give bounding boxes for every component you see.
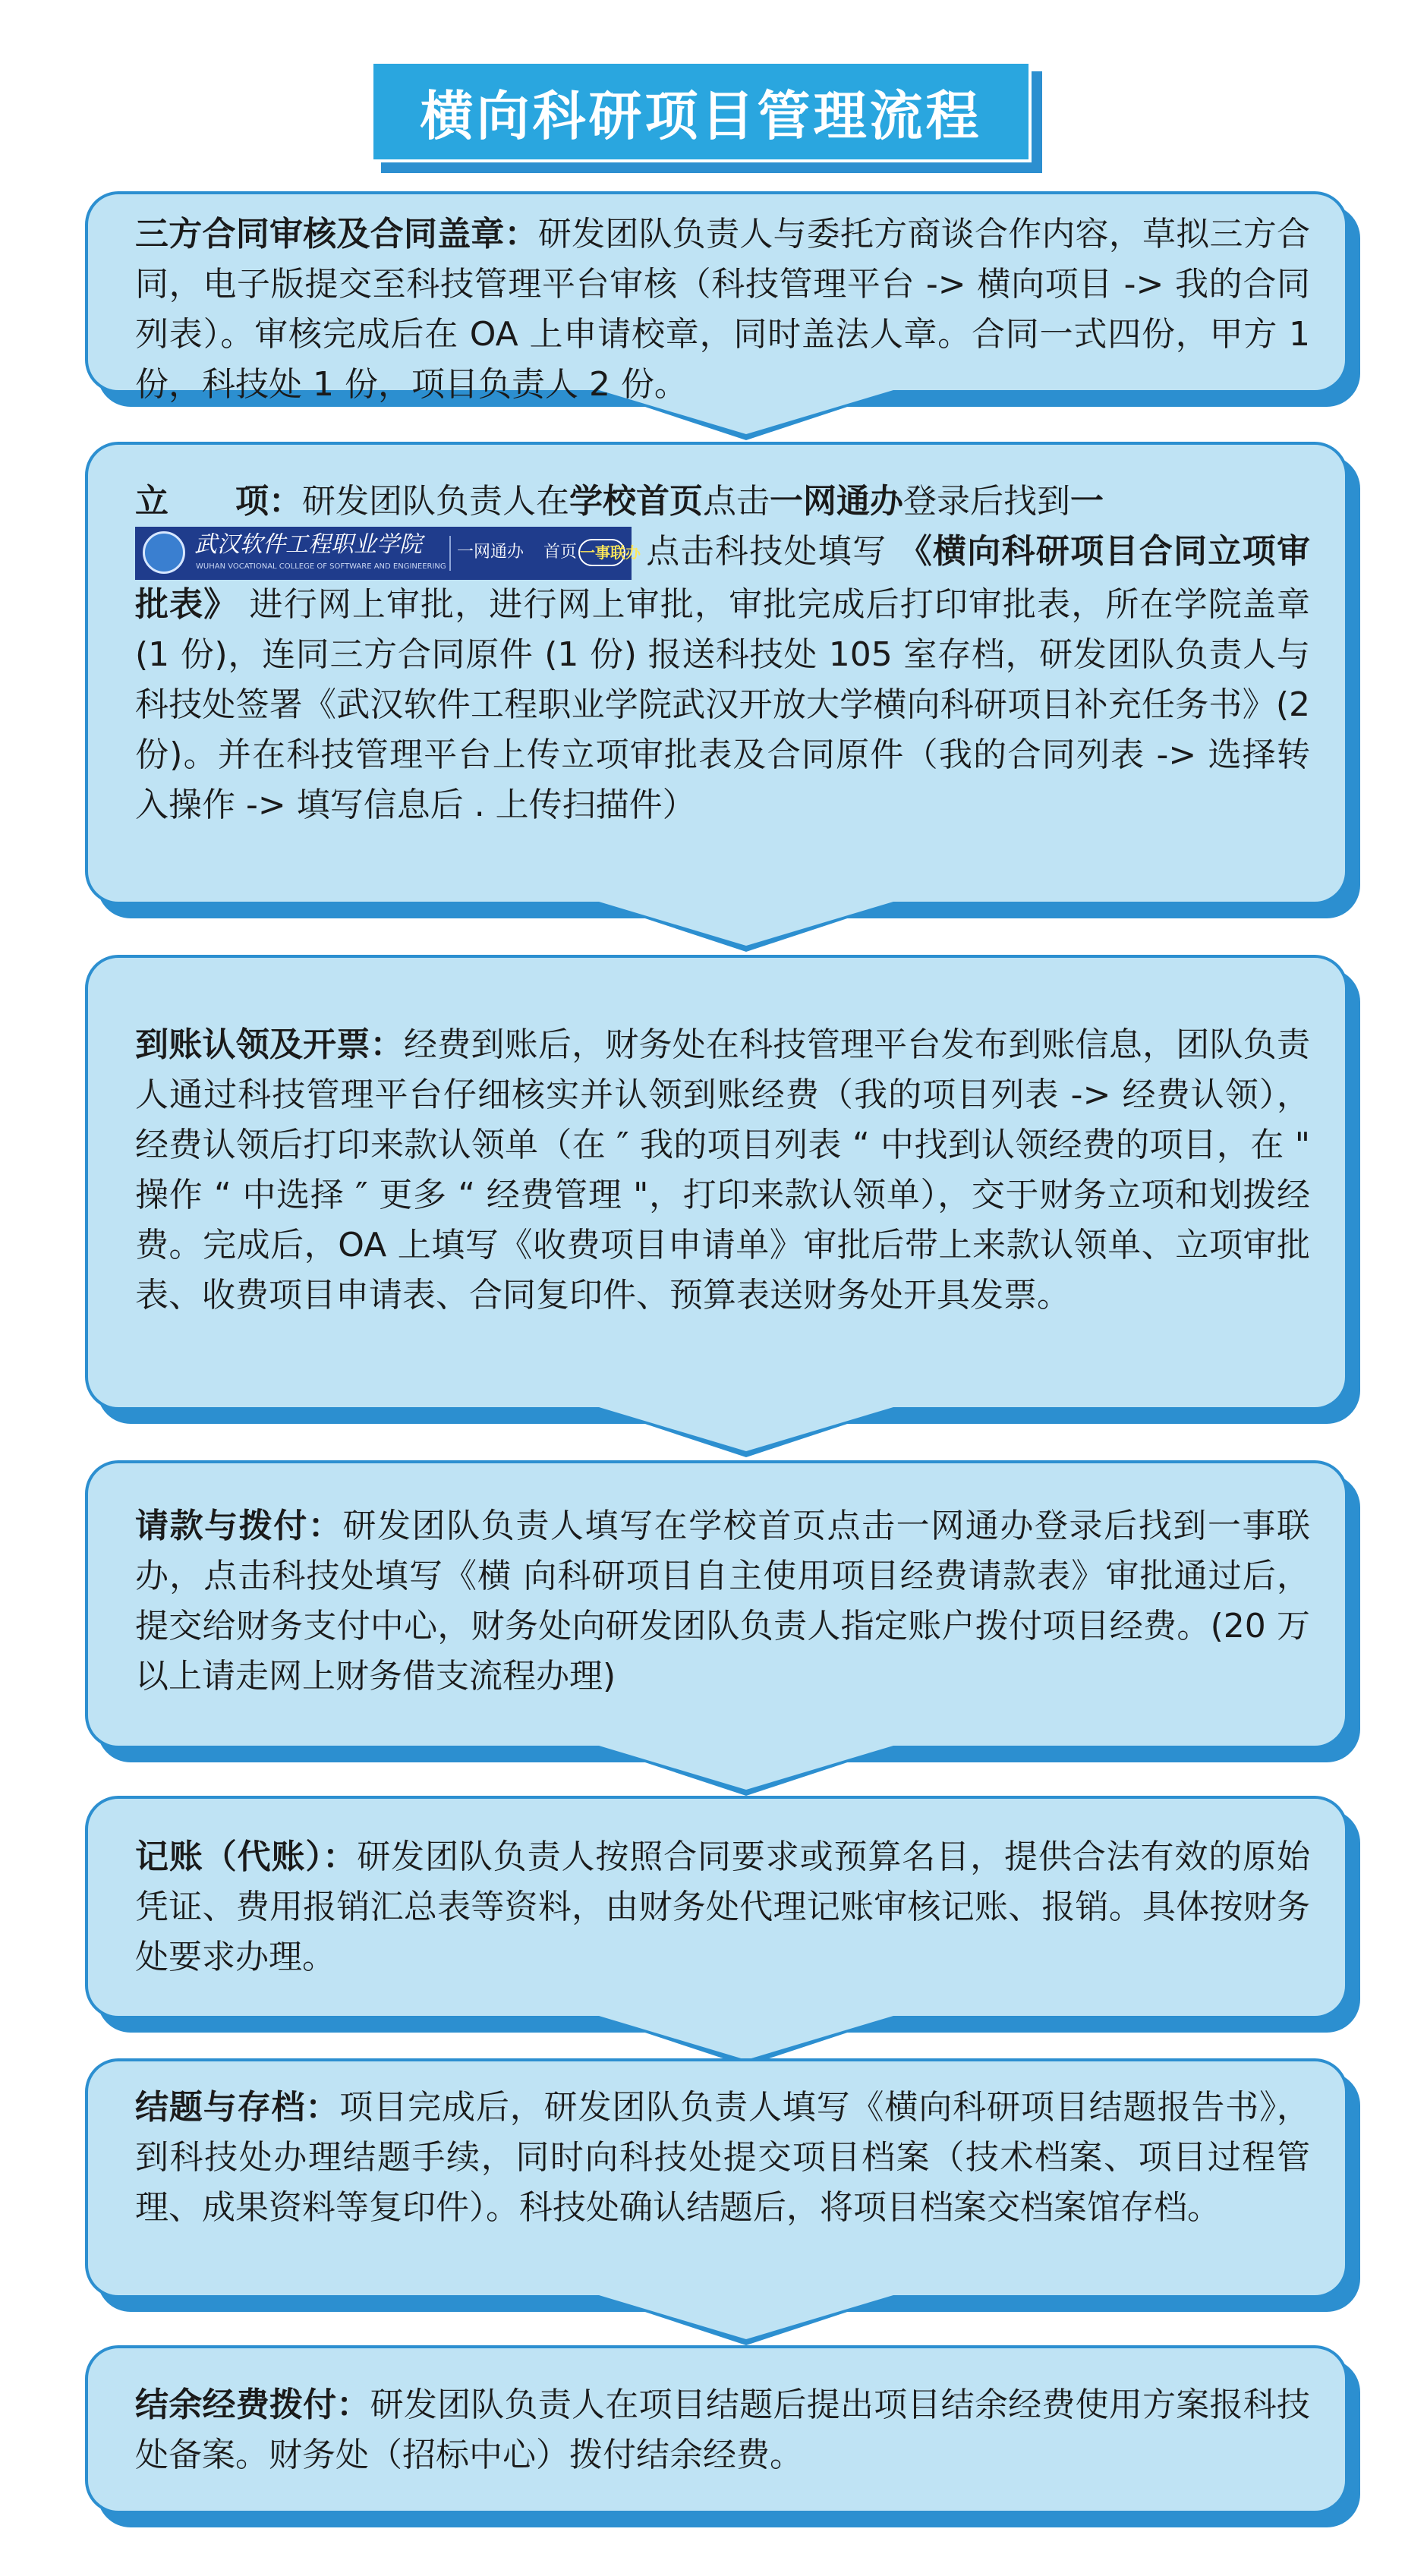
step-heading: 记账（代账）： bbox=[135, 1838, 358, 1876]
title-banner bbox=[370, 61, 1042, 173]
flow-arrow bbox=[594, 902, 898, 952]
step-text bbox=[135, 2380, 1310, 2480]
step-contract-review bbox=[85, 191, 1348, 404]
step-body: 项目完成后，研发团队负责人填写《横向科研项目结题报告书》，到科技处办理结题手续，同时向科技处提交项目档案（技术档案、项目过程管理、成果资料等复印件）。科技处确认结题后，将项目档案交档案馆存档。 bbox=[135, 2088, 1311, 2227]
step-text: 立 项：研发团队负责人在学校首页点击一网通办登录后找到一 武汉软件工程职业学院 WUHAN VOCATIONAL COLLEGE OF SOFTWARE AND ENGINEERING 一网通办 首页 一事联办 点击科技处填写 《横向科研项目合同立项审批表》 进行网上审批，进行网上审批，审批完成后打印审批表，所在学院盖章 (1 份)，连同三方合同原件 (1 份) 报送科技处 105 室存档，研发团队负责人与科技处签署《武汉软件工程职业学院武汉开放大学横向科研项目补充任务书》(2 份)。并在科技管理平台上传立项审批表及合同原件（我的合同列表 -> 选择转入操作 -> 填写信息后 . 上传扫描件） bbox=[135, 482, 1311, 824]
step-body: 研发团队负责人与委托方商谈合作内容，草拟三方合同，电子版提交至科技管理平台审核（科技管理平台 -> 横向项目 -> 我的合同列表）。审核完成后在 OA 上申请校章，同时盖法人章。合同一式四份，甲方 1 份，科技处 1 份，项目负责人 2 份。 bbox=[135, 215, 1311, 404]
step-heading: 立 项： bbox=[135, 482, 302, 521]
step-body: 研发团队负责人在项目结题后提出项目结余经费使用方案报科技处备案。财务处（招标中心）拨付结余经费。 bbox=[135, 2385, 1311, 2474]
flow-arrow bbox=[594, 1407, 898, 1457]
step-project-approval bbox=[85, 442, 1348, 905]
portal-yishiban: 一事联办 bbox=[578, 539, 625, 566]
step-body: 经费到账后，财务处在科技管理平台发布到账信息，团队负责人通过科技管理平台仔细核实并认领到账经费（我的项目列表 -> 经费认领），经费认领后打印来款认领单（在 ″ 我的项目列表 “ 中找到认领经费的项目，在 " 操作 “ 中选择 ″ 更多 “ 经费管理 "，打印来款认领单），交于财务立项和划拨经费。完成后，OA 上填写《收费项目申请单》审批后带上来款认领单、立项审批表、收费项目申请表、合同复印件、预算表送财务处开具发票。 bbox=[135, 1025, 1311, 1315]
step-bookkeeping bbox=[85, 1796, 1348, 2019]
step-text bbox=[135, 209, 1310, 410]
step-heading: 请款与拨付： bbox=[135, 1507, 343, 1545]
step-text bbox=[135, 2083, 1310, 2233]
school-name-en: WUHAN VOCATIONAL COLLEGE OF SOFTWARE AND ENGINEERING bbox=[196, 562, 446, 571]
flow-arrow bbox=[594, 2295, 898, 2345]
step-payment-request bbox=[85, 1460, 1348, 1749]
step-body: 研发团队负责人按照合同要求或预算名目，提供合法有效的原始凭证、费用报销汇总表等资料，由财务处代理记账审核记账、报销。具体按财务处要求办理。 bbox=[135, 1838, 1311, 1976]
step-text bbox=[135, 1832, 1310, 1982]
step-funds-claim bbox=[85, 955, 1348, 1410]
school-portal-banner bbox=[135, 527, 641, 580]
page-title: 横向科研项目管理流程 bbox=[370, 61, 1032, 162]
step-heading: 到账认领及开票： bbox=[135, 1025, 404, 1064]
flow-arrow bbox=[594, 1746, 898, 1796]
portal-yiwangtongban: 一网通办 bbox=[457, 543, 524, 562]
step-heading: 三方合同审核及合同盖章： bbox=[135, 215, 538, 254]
step-surplus-funds bbox=[85, 2345, 1348, 2514]
portal-home: 首页 bbox=[543, 543, 578, 562]
step-text bbox=[135, 1501, 1310, 1702]
step-heading: 结余经费拨付： bbox=[135, 2385, 370, 2424]
school-name: 武汉软件工程职业学院 bbox=[194, 531, 422, 558]
step-closing-archive bbox=[85, 2058, 1348, 2298]
school-seal-icon bbox=[143, 531, 185, 574]
step-body: 研发团队负责人填写在学校首页点击一网通办登录后找到一事联办，点击科技处填写《横 向科研项目自主使用项目经费请款表》审批通过后，提交给财务支付中心，财务处向研发团队负责人指定账户拨付项目经费。(20 万以上请走网上财务借支流程办理) bbox=[135, 1507, 1311, 1696]
step-heading: 结题与存档： bbox=[135, 2088, 340, 2127]
step-text bbox=[135, 1020, 1310, 1321]
